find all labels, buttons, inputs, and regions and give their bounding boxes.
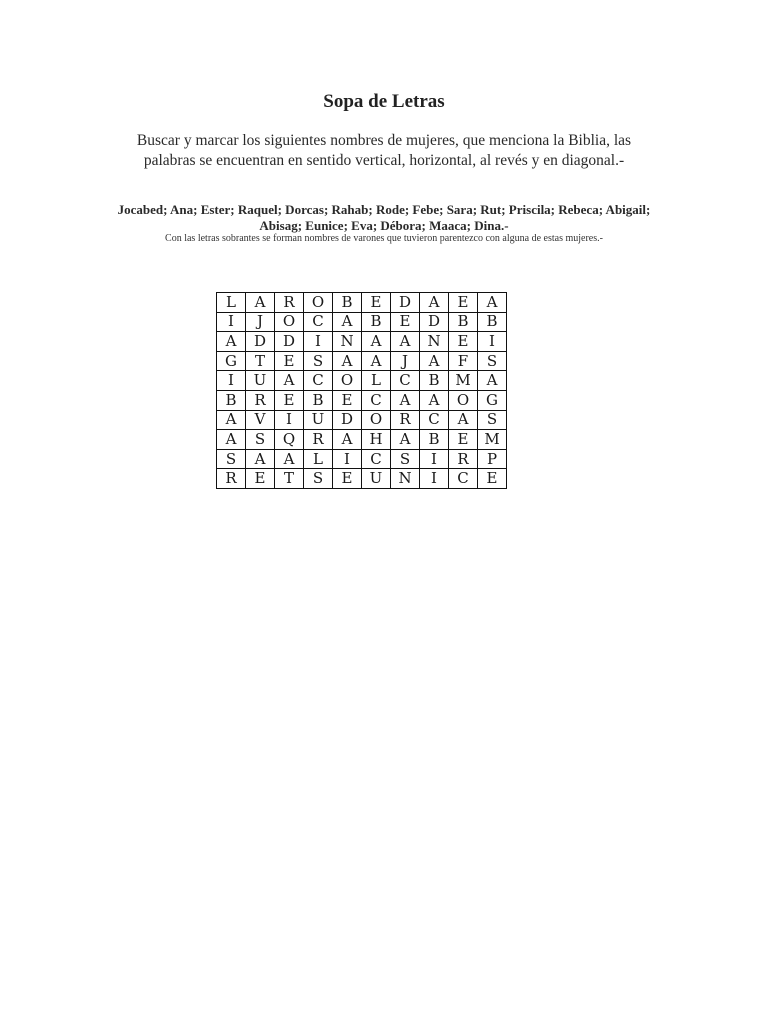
grid-cell[interactable]: F (449, 352, 478, 372)
grid-cell[interactable]: G (478, 391, 507, 411)
grid-cell[interactable]: A (275, 371, 304, 391)
grid-cell[interactable]: C (362, 450, 391, 470)
grid-cell[interactable]: A (391, 332, 420, 352)
grid-cell[interactable]: N (391, 469, 420, 489)
grid-cell[interactable]: J (246, 313, 275, 333)
grid-cell[interactable]: E (449, 293, 478, 313)
grid-cell[interactable]: A (217, 430, 246, 450)
grid-cell[interactable]: D (333, 411, 362, 431)
grid-cell[interactable]: C (420, 411, 449, 431)
grid-cell[interactable]: I (420, 450, 449, 470)
grid-cell[interactable]: A (478, 293, 507, 313)
grid-cell[interactable]: A (391, 430, 420, 450)
grid-cell[interactable]: B (478, 313, 507, 333)
grid-cell[interactable]: R (275, 293, 304, 313)
grid-cell[interactable]: P (478, 450, 507, 470)
grid-cell[interactable]: I (420, 469, 449, 489)
grid-cell[interactable]: R (449, 450, 478, 470)
grid-cell[interactable]: R (217, 469, 246, 489)
grid-cell[interactable]: E (275, 391, 304, 411)
grid-cell[interactable]: L (217, 293, 246, 313)
grid-cell[interactable]: A (420, 293, 449, 313)
grid-cell[interactable]: G (217, 352, 246, 372)
grid-cell[interactable]: R (246, 391, 275, 411)
grid-cell[interactable]: H (362, 430, 391, 450)
grid-cell[interactable]: B (362, 313, 391, 333)
grid-cell[interactable]: I (275, 411, 304, 431)
grid-cell[interactable]: O (333, 371, 362, 391)
grid-cell[interactable]: A (333, 313, 362, 333)
grid-cell[interactable]: S (478, 352, 507, 372)
grid-cell[interactable]: D (391, 293, 420, 313)
grid-cell[interactable]: O (362, 411, 391, 431)
grid-cell[interactable]: A (275, 450, 304, 470)
grid-cell[interactable]: I (217, 313, 246, 333)
grid-cell[interactable]: N (333, 332, 362, 352)
grid-cell[interactable]: B (449, 313, 478, 333)
grid-cell[interactable]: U (304, 411, 333, 431)
grid-cell[interactable]: A (246, 450, 275, 470)
grid-cell[interactable]: S (391, 450, 420, 470)
grid-cell[interactable]: S (217, 450, 246, 470)
grid-cell[interactable]: U (362, 469, 391, 489)
grid-cell[interactable]: L (362, 371, 391, 391)
grid-cell[interactable]: D (246, 332, 275, 352)
grid-cell[interactable]: E (449, 430, 478, 450)
grid-cell[interactable]: A (362, 332, 391, 352)
grid-cell[interactable]: E (362, 293, 391, 313)
grid-cell[interactable]: S (478, 411, 507, 431)
grid-cell[interactable]: A (217, 332, 246, 352)
grid-cell[interactable]: S (304, 469, 333, 489)
instructions-text: Buscar y marcar los siguientes nombres de mujeres, que menciona la Biblia, las palabras se encuentran en sentido vertical, horizontal, al revés y en diagonal.- (136, 132, 632, 169)
grid-cell[interactable]: M (449, 371, 478, 391)
footnote-text: Con las letras sobrantes se forman nombres de varones que tuvieron parentezco con alguna de estas mujeres.- (165, 233, 603, 244)
grid-cell[interactable]: J (391, 352, 420, 372)
grid-cell[interactable]: N (420, 332, 449, 352)
grid-cell[interactable]: D (275, 332, 304, 352)
grid-cell[interactable]: E (246, 469, 275, 489)
grid-cell[interactable]: E (333, 391, 362, 411)
grid-cell[interactable]: A (391, 391, 420, 411)
word-search-grid (216, 292, 507, 489)
grid-cell[interactable]: O (449, 391, 478, 411)
grid-cell[interactable]: C (304, 371, 333, 391)
grid-cell[interactable]: I (478, 332, 507, 352)
grid-cell[interactable]: B (304, 391, 333, 411)
grid-cell[interactable]: S (304, 352, 333, 372)
grid-cell[interactable]: A (420, 391, 449, 411)
grid-cell[interactable]: I (333, 450, 362, 470)
grid-cell[interactable]: E (449, 332, 478, 352)
grid-cell[interactable]: A (362, 352, 391, 372)
grid-cell[interactable]: R (391, 411, 420, 431)
grid-cell[interactable]: O (304, 293, 333, 313)
grid-cell[interactable]: T (275, 469, 304, 489)
grid-cell[interactable]: C (304, 313, 333, 333)
page-title: Sopa de Letras (323, 91, 445, 112)
grid-cell[interactable]: E (478, 469, 507, 489)
grid-cell[interactable]: A (478, 371, 507, 391)
names-list (100, 202, 668, 234)
grid-cell[interactable]: V (246, 411, 275, 431)
grid-cell[interactable]: E (391, 313, 420, 333)
grid-cell[interactable]: A (449, 411, 478, 431)
grid-cell[interactable]: M (478, 430, 507, 450)
grid-cell[interactable]: B (420, 371, 449, 391)
grid-cell[interactable]: D (420, 313, 449, 333)
grid-cell[interactable]: A (333, 352, 362, 372)
grid-cell[interactable]: A (420, 352, 449, 372)
grid-cell[interactable]: E (275, 352, 304, 372)
grid-cell[interactable]: L (304, 450, 333, 470)
grid-cell[interactable]: C (362, 391, 391, 411)
names-list-line-2: Abisag; Eunice; Eva; Débora; Maaca; Dina.- (259, 218, 509, 233)
grid-cell[interactable]: A (246, 293, 275, 313)
grid-cell[interactable]: C (449, 469, 478, 489)
grid-cell[interactable]: B (333, 293, 362, 313)
grid-cell[interactable]: B (217, 391, 246, 411)
names-list-line-1: Jocabed; Ana; Ester; Raquel; Dorcas; Rahab; Rode; Febe; Sara; Rut; Priscila; Rebeca; Abigail; (117, 202, 651, 217)
grid-cell[interactable]: A (333, 430, 362, 450)
grid-cell[interactable]: Q (275, 430, 304, 450)
grid-cell[interactable]: A (217, 411, 246, 431)
grid-cell[interactable]: I (217, 371, 246, 391)
grid-cell[interactable]: R (304, 430, 333, 450)
grid-cell[interactable]: I (304, 332, 333, 352)
grid-cell[interactable]: B (420, 430, 449, 450)
grid-cell[interactable]: S (246, 430, 275, 450)
grid-cell[interactable]: T (246, 352, 275, 372)
grid-cell[interactable]: C (391, 371, 420, 391)
grid-cell[interactable]: E (333, 469, 362, 489)
grid-cell[interactable]: U (246, 371, 275, 391)
grid-cell[interactable]: O (275, 313, 304, 333)
